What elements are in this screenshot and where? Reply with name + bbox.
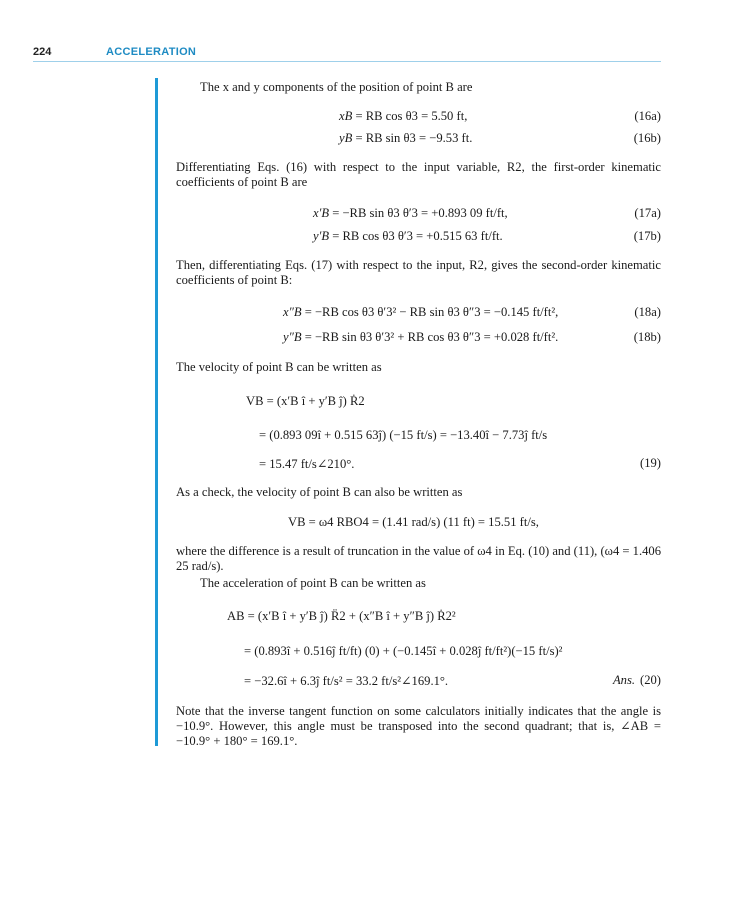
paragraph-velocity-intro: The velocity of point B can be written as	[176, 360, 382, 374]
equation-16b	[339, 131, 472, 146]
eq18a-lhs: x″B	[283, 305, 302, 319]
eq16a-lhs: xB	[339, 109, 353, 123]
equation-17b	[313, 229, 503, 244]
paragraph-first-order: Differentiating Eqs. (16) with respect to the input variable, R2, the first-order kinematic coefficients of point B are	[176, 160, 661, 189]
equation-19-line-3: = 15.47 ft/s∠210°.	[259, 457, 355, 471]
equation-20-line-2: = (0.893î + 0.516ĵ ft/ft) (0) + (−0.145î + 0.028ĵ ft/ft²)(−15 ft/s)²	[244, 644, 563, 658]
margin-highlight-bar	[155, 78, 158, 746]
equation-number-16b: (16b)	[633, 131, 661, 145]
eq18a-rhs: = −RB cos θ3 θ′3² − RB sin θ3 θ″3 = −0.145 ft/ft²,	[304, 305, 559, 319]
eq18b-lhs: y″B	[283, 330, 302, 344]
page-number: 224	[33, 46, 52, 58]
equation-number-17a: (17a)	[634, 206, 661, 220]
equation-number-18b: (18b)	[633, 330, 661, 344]
paragraph-velocity-check: As a check, the velocity of point B can also be written as	[176, 485, 463, 499]
equation-18a	[283, 305, 558, 320]
equation-number-17b: (17b)	[633, 229, 661, 243]
equation-19-line-1: VB = (x′B î + y′B ĵ) Ṙ2	[246, 394, 365, 408]
equation-number-16a: (16a)	[634, 109, 661, 123]
header-rule	[33, 61, 661, 62]
chapter-title: ACCELERATION	[106, 46, 197, 58]
equation-20-line-3: = −32.6î + 6.3ĵ ft/s² = 33.2 ft/s²∠169.1°.	[244, 674, 449, 688]
eq17b-rhs: = RB cos θ3 θ′3 = +0.515 63 ft/ft.	[332, 229, 503, 243]
paragraph-second-order: Then, differentiating Eqs. (17) with respect to the input, R2, gives the second-order kinematic coefficients of point B:	[176, 258, 661, 287]
eq17a-rhs: = −RB sin θ3 θ′3 = +0.893 09 ft/ft,	[332, 206, 508, 220]
paragraph-truncation-note: where the difference is a result of truncation in the value of ω4 in Eq. (10) and (11), (ω4 = 1.406 25 rad/s).	[176, 544, 661, 573]
eq17b-lhs: y′B	[313, 229, 330, 243]
eq18b-rhs: = −RB sin θ3 θ′3² + RB cos θ3 θ″3 = +0.028 ft/ft².	[304, 330, 559, 344]
answer-label-text: Ans.	[612, 673, 635, 687]
running-header	[33, 44, 661, 64]
eq17a-lhs: x′B	[313, 206, 330, 220]
paragraph-position-intro: The x and y components of the position of point B are	[200, 80, 473, 94]
eq16a-rhs: = RB cos θ3 = 5.50 ft,	[355, 109, 468, 123]
eq16b-lhs: yB	[339, 131, 353, 145]
equation-19-line-2: = (0.893 09î + 0.515 63ĵ) (−15 ft/s) = −13.40î − 7.73ĵ ft/s	[259, 428, 548, 442]
equation-18b	[283, 330, 558, 345]
equation-16a	[339, 109, 467, 124]
answer-label	[613, 673, 635, 688]
eq16b-rhs: = RB sin θ3 = −9.53 ft.	[355, 131, 473, 145]
equation-17a	[313, 206, 508, 221]
equation-number-19: (19)	[640, 456, 661, 470]
equation-number-20: (20)	[640, 673, 661, 687]
paragraph-acceleration-intro: The acceleration of point B can be written as	[200, 576, 426, 590]
paragraph-angle-note: Note that the inverse tangent function on some calculators initially indicates that the angle is −10.9°. However, this angle must be transposed into the second quadrant; that is, ∠AB = −10.9° + 180° = 169.1°.	[176, 704, 661, 748]
equation-number-18a: (18a)	[634, 305, 661, 319]
equation-20-line-1: AB = (x′B î + y′B ĵ) R̈2 + (x″B î + y″B ĵ) Ṙ2²	[227, 609, 456, 623]
equation-velocity-check: VB = ω4 RBO4 = (1.41 rad/s) (11 ft) = 15.51 ft/s,	[288, 515, 539, 529]
